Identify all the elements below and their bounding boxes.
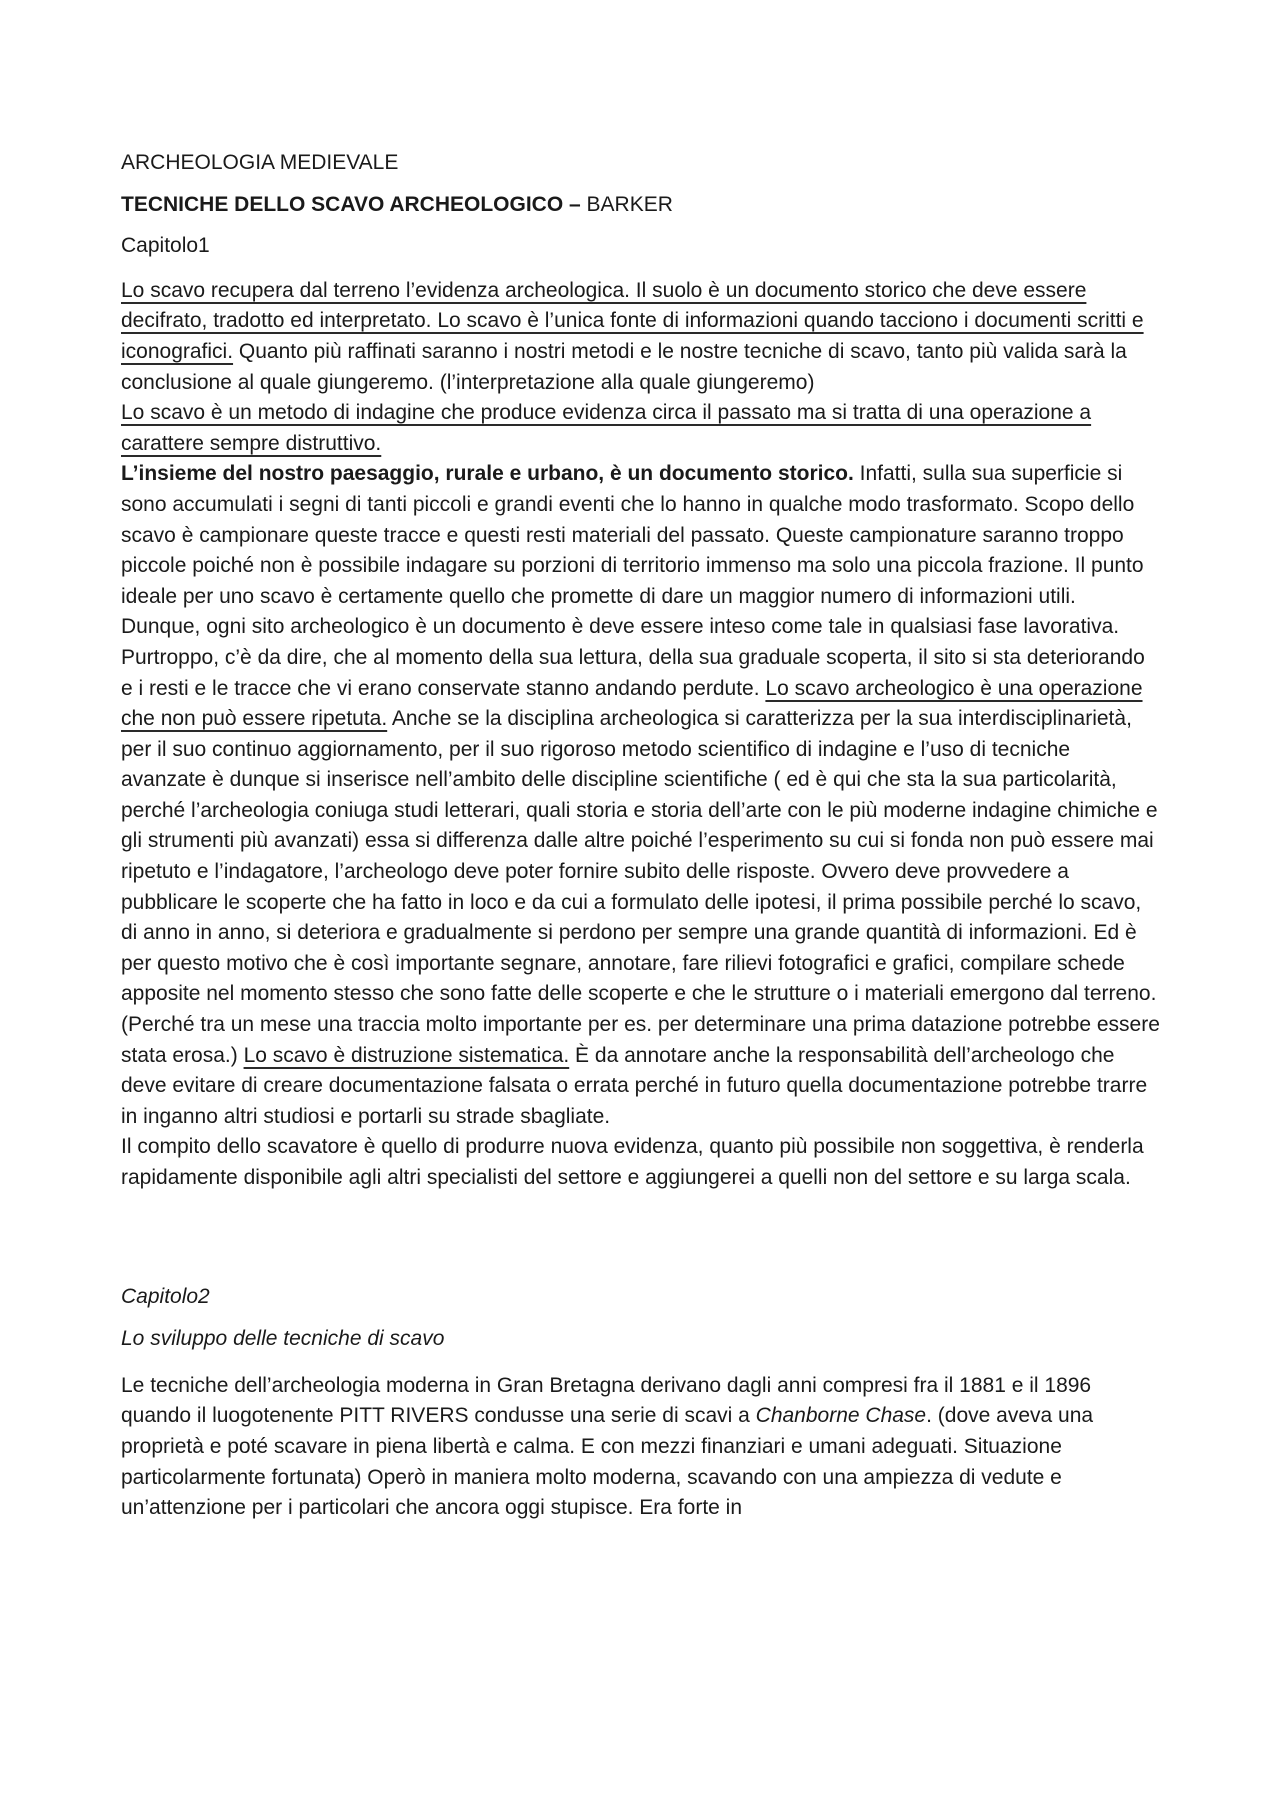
chapter2-label: Capitolo2 [121,1284,210,1308]
book-author: BARKER [586,192,673,216]
document-page [121,148,1161,1524]
section-spacer [121,1194,1161,1252]
paragraph-text: . (dove aveva una proprietà e poté scavare in piena libertà e calma. E con mezzi finanziari e umani adeguati. Situazione particolarmente fortunata) Operò in maniera molto moderna, scavando con una ampiezza di vedute e un’attenzione per i particolari che ancora oggi stupisce. Era forte in [121,1404,1094,1520]
paragraph-text: Quanto più raffinati saranno i nostri metodi e le nostre tecniche di scavo, tanto più valida sarà la conclusione al quale giungeremo. (l’interpretazione alla quale giungeremo) [121,339,1127,394]
course-title: ARCHEOLOGIA MEDIEVALE [121,151,399,174]
underlined-passage: Lo scavo recupera dal terreno l’evidenza archeologica. Il suolo è un documento storico che deve essere decifrato, tradotto ed interpretato. Lo scavo è l’unica fonte di informazioni quando tacciono i documenti scritti e iconografici. [121,278,1144,363]
title-dash: – [563,192,587,216]
ch1-paragraph-4 [121,612,1161,1132]
paragraph-text: È da annotare anche la responsabilità dell’archeologo che deve evitare di creare documentazione falsata o errata perché in futuro quella documentazione potrebbe trarre in inganno altri studiosi e portarli su strade sbagliate. [121,1043,1148,1128]
paragraph-text: Le tecniche dell’archeologia moderna in Gran Bretagna derivano dagli anni compresi fra il 1881 e il 1896 quando il luogotenente PITT RIVERS condusse una serie di scavi a [121,1373,1092,1428]
paragraph-text: Dunque, ogni sito archeologico è un documento è deve essere inteso come tale in qualsiasi fase lavorativa. Purtroppo, c’è da dire, che al momento della sua lettura, della sua graduale scoperta, il sito si sta deteriorando e i resti e le tracce che vi erano conservate stanno andando perdute. [121,615,1145,700]
ch1-paragraph-2 [121,398,1161,459]
underlined-passage: Lo scavo è distruzione sistematica. [243,1043,570,1067]
book-title-line [121,190,1161,221]
book-title: TECNICHE DELLO SCAVO ARCHEOLOGICO [121,192,564,216]
underlined-passage: Lo scavo archeologico è una operazione che non può essere ripetuta. [121,676,1143,731]
ch1-paragraph-1 [121,276,1161,398]
place-name: Chanborne Chase [755,1404,927,1428]
chapter2-subtitle: Lo sviluppo delle tecniche di scavo [121,1327,445,1351]
paragraph-text: Infatti, sulla sua superficie si sono accumulati i segni di tanti piccoli e grandi eventi che lo hanno in qualche modo trasformato. Scopo dello scavo è campionare queste tracce e questi resti materiali del passato. Queste campionature saranno troppo piccole poiché non è possibile indagare su porzioni di territorio immenso ma solo una piccola frazione. Il punto ideale per uno scavo è certamente quello che promette di dare un maggior numero di informazioni utili. [121,462,1144,608]
ch2-paragraph-1 [121,1371,1161,1524]
paragraph-text: Anche se la disciplina archeologica si caratterizza per la sua interdisciplinarietà, per il suo continuo aggiornamento, per il suo rigoroso metodo scientifico di indagine e l’uso di tecniche avanzate è dunque si inserisce nell’ambito delle discipline scientifiche ( ed è qui che sta la sua particolarità, perché l’archeologia coniuga studi letterari, quali storia e storia dell’arte con le più moderne indagine chimiche e gli strumenti più avanzati) essa si differenza dalle altre poiché l’esperimento su cui si fonda non può essere mai ripetuto e l’indagatore, l’archeologo deve poter fornire subito delle risposte. Ovvero deve provvedere a pubblicare le scoperte che ha fatto in loco e da cui a formulato delle ipotesi, il prima possibile perché lo scavo, di anno in anno, si deteriora e gradualmente si perdono per sempre una grande quantità di informazioni. Ed è per questo motivo che è così importante segnare, annotare, fare rilievi fotografici e grafici, compilare schede apposite nel momento stesso che sono fatte delle scoperte e che le strutture o i materiali emergono dal terreno. (Perché tra un mese una traccia molto importante per es. per determinare una prima datazione potrebbe essere stata erosa.) [121,707,1160,1067]
underlined-passage: Lo scavo è un metodo di indagine che produce evidenza circa il passato ma si tratta di una operazione a carattere sempre distruttivo. [121,401,1092,455]
chapter1-label: Capitolo1 [121,234,210,258]
ch1-paragraph-5: Il compito dello scavatore è quello di produrre nuova evidenza, quanto più possibile non soggettiva, è renderla rapidamente disponibile agli altri specialisti del settore e aggiungerei a quelli non del settore e su larga scala. [121,1135,1144,1189]
ch1-paragraph-3 [121,459,1161,612]
bold-statement: L’insieme del nostro paesaggio, rurale e urbano, è un documento storico. [121,462,854,486]
